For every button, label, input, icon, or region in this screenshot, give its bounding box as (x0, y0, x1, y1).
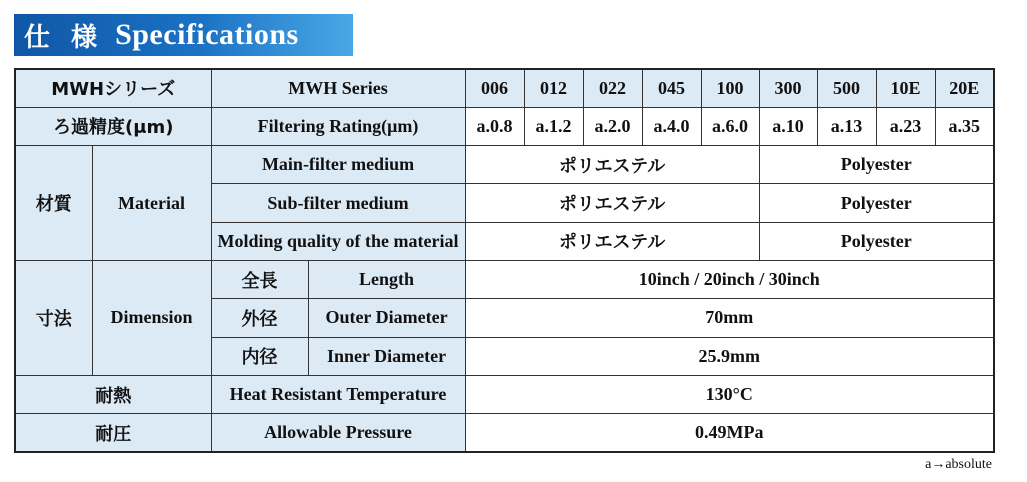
material-value-en: Polyester (759, 222, 994, 260)
rating-cell: a.0.8 (465, 107, 524, 145)
dimension-sub-en: Outer Diameter (308, 299, 465, 337)
series-en: MWH Series (211, 69, 465, 107)
rating-jp: ろ過精度(μm) (15, 107, 211, 145)
dimension-jp: 寸法 (15, 260, 92, 375)
material-value-jp: ポリエステル (465, 146, 759, 184)
heat-en: Heat Resistant Temperature (211, 375, 465, 413)
material-en: Material (92, 146, 211, 261)
heat-row (15, 375, 994, 413)
model-cell: 500 (817, 69, 876, 107)
rating-cell: a.13 (817, 107, 876, 145)
material-label: Molding quality of the material (211, 222, 465, 260)
model-cell: 100 (701, 69, 759, 107)
footnote: a→absolute (925, 457, 992, 472)
pressure-en: Allowable Pressure (211, 414, 465, 452)
rating-cell: a.1.2 (524, 107, 583, 145)
rating-row (15, 107, 994, 145)
heat-jp: 耐熱 (15, 375, 211, 413)
model-cell: 300 (759, 69, 817, 107)
rating-cell: a.35 (935, 107, 994, 145)
dimension-value: 10inch / 20inch / 30inch (465, 260, 994, 298)
material-value-en: Polyester (759, 146, 994, 184)
pressure-row (15, 414, 994, 452)
material-row (15, 146, 994, 184)
rating-cell: a.2.0 (583, 107, 642, 145)
model-cell: 045 (642, 69, 701, 107)
material-label: Sub-filter medium (211, 184, 465, 222)
model-cell: 20E (935, 69, 994, 107)
model-cell: 012 (524, 69, 583, 107)
model-cell: 022 (583, 69, 642, 107)
dimension-value: 25.9mm (465, 337, 994, 375)
dimension-en: Dimension (92, 260, 211, 375)
pressure-jp: 耐圧 (15, 414, 211, 452)
material-jp: 材質 (15, 146, 92, 261)
rating-cell: a.23 (876, 107, 935, 145)
series-jp: MWHシリーズ (15, 69, 211, 107)
pressure-value: 0.49MPa (465, 414, 994, 452)
rating-en: Filtering Rating(μm) (211, 107, 465, 145)
material-value-jp: ポリエステル (465, 184, 759, 222)
rating-cell: a.10 (759, 107, 817, 145)
title-jp: 仕 様 (24, 22, 104, 53)
model-cell: 10E (876, 69, 935, 107)
dimension-sub-jp: 外径 (211, 299, 308, 337)
material-value-en: Polyester (759, 184, 994, 222)
spec-table (14, 68, 995, 453)
title-en: Specifications (115, 18, 299, 51)
heat-value: 130°C (465, 375, 994, 413)
model-cell: 006 (465, 69, 524, 107)
dimension-sub-en: Length (308, 260, 465, 298)
dimension-value: 70mm (465, 299, 994, 337)
material-value-jp: ポリエステル (465, 222, 759, 260)
rating-cell: a.4.0 (642, 107, 701, 145)
series-row (15, 69, 994, 107)
material-label: Main-filter medium (211, 146, 465, 184)
rating-cell: a.6.0 (701, 107, 759, 145)
dimension-sub-en: Inner Diameter (308, 337, 465, 375)
dimension-sub-jp: 全長 (211, 260, 308, 298)
dimension-sub-jp: 内径 (211, 337, 308, 375)
dimension-row (15, 260, 994, 298)
title-banner (14, 14, 353, 56)
